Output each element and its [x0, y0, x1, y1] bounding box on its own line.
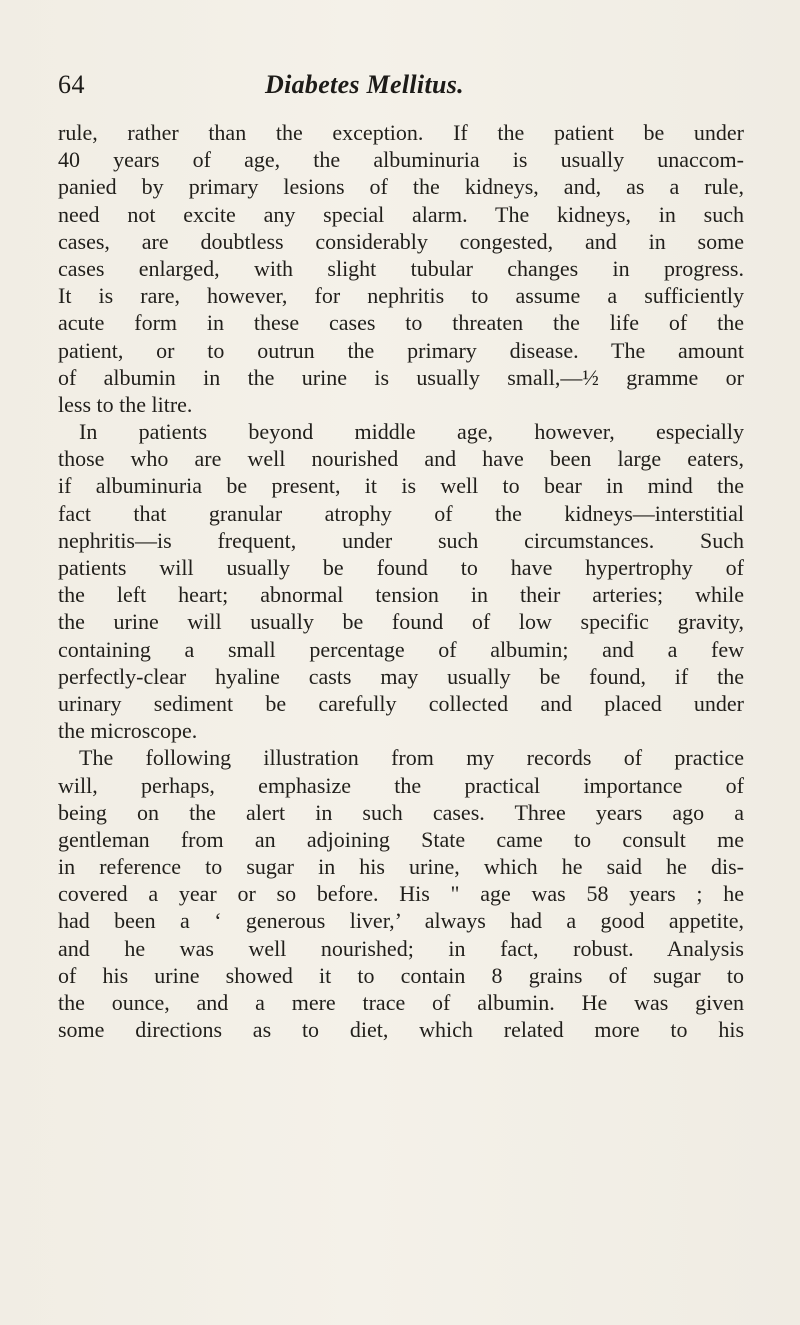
- text-line: patients will usually be found to have hypertrophy of: [58, 555, 744, 580]
- text-line: being on the alert in such cases. Three years ago a: [58, 799, 744, 825]
- text-line: if albuminuria be present, it is well to bear in mind the: [58, 473, 744, 499]
- text-line: the ounce, and a mere trace of albumin. He was given: [58, 990, 744, 1015]
- text-line: patient, or to outrun the primary disease. The amount: [58, 337, 744, 363]
- text-line: containing a small percentage of albumin; and a few: [58, 636, 744, 662]
- text-line: acute form in these cases to threaten the life of the: [58, 310, 744, 336]
- text-line: the microscope.: [58, 718, 198, 744]
- text-line: rule, rather than the exception. If the patient be under: [58, 120, 744, 145]
- body-text: [58, 119, 744, 1043]
- text-line: It is rare, however, for nephritis to assume a sufficiently: [58, 283, 744, 309]
- text-line: need not excite any special alarm. The kidneys, in such: [58, 201, 744, 227]
- text-line: In patients beyond middle age, however, especially: [79, 419, 744, 445]
- text-line: fact that granular atrophy of the kidneys—interstitial: [58, 500, 744, 526]
- text-line: had been a ‘ generous liver,’ always had a good appetite,: [58, 908, 744, 934]
- text-line: the urine will usually be found of low specific gravity,: [58, 609, 744, 635]
- text-line: will, perhaps, emphasize the practical importance of: [58, 772, 744, 798]
- text-line: gentleman from an adjoining State came to consult me: [58, 826, 744, 852]
- text-line: and he was well nourished; in fact, robust. Analysis: [58, 935, 744, 961]
- text-line: cases enlarged, with slight tubular changes in progress.: [58, 255, 744, 281]
- text-line: perfectly-clear hyaline casts may usually be found, if the: [58, 663, 744, 689]
- text-line: panied by primary lesions of the kidneys, and, as a rule,: [58, 174, 744, 200]
- text-line: of albumin in the urine is usually small,—½ gramme or: [58, 364, 744, 390]
- running-head: Diabetes Mellitus.: [265, 70, 464, 99]
- text-line: the left heart; abnormal tension in their arteries; while: [58, 582, 744, 608]
- text-line: cases, are doubtless considerably congested, and in some: [58, 228, 744, 254]
- page-header: [58, 70, 748, 106]
- text-line: less to the litre.: [58, 391, 193, 417]
- text-line: some directions as to diet, which related more to his: [58, 1017, 744, 1043]
- text-line: 40 years of age, the albuminuria is usually unaccom-: [58, 147, 744, 173]
- text-line: of his urine showed it to contain 8 grains of sugar to: [58, 962, 744, 988]
- text-line: those who are well nourished and have been large eaters,: [58, 446, 744, 472]
- text-line: in reference to sugar in his urine, which he said he dis-: [58, 854, 744, 880]
- text-line: urinary sediment be carefully collected and placed under: [58, 690, 744, 716]
- text-line: covered a year or so before. His " age was 58 years ; he: [58, 881, 744, 907]
- text-line: The following illustration from my records of practice: [79, 745, 744, 771]
- text-line: nephritis—is frequent, under such circumstances. Such: [58, 527, 744, 553]
- page-number: 64: [58, 70, 85, 99]
